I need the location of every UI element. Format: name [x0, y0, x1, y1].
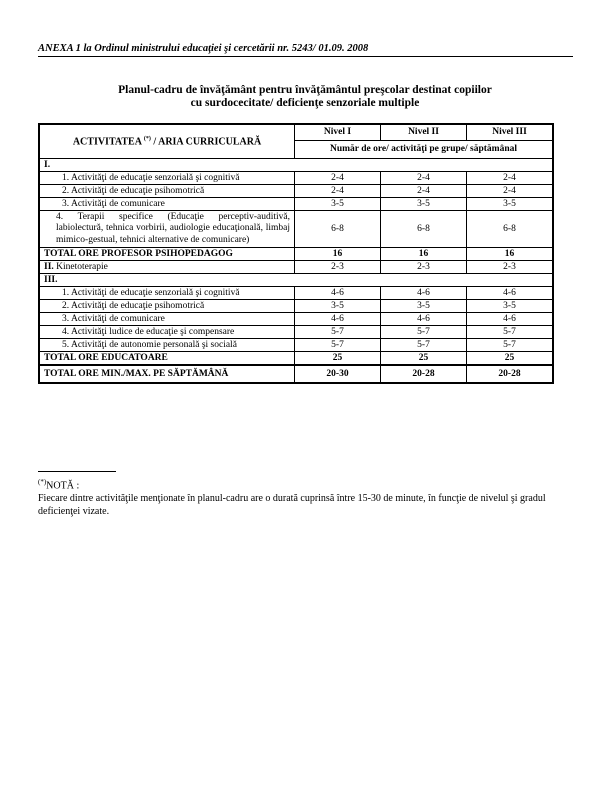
row-value: 2-4 — [381, 171, 467, 184]
document-title — [60, 84, 550, 110]
table-row — [39, 184, 553, 197]
row-value: 6-8 — [467, 210, 554, 248]
title-line-2: cu surdocecitate/ deficienţe senzoriale multiple — [190, 97, 420, 109]
activity-header — [39, 124, 295, 158]
footnote-text: Fiecare dintre activităţile menţionate în planul-cadru are o durată cuprinsă între 15-30 de minute, în funcţie de nivelul şi gradul deficienţei vizate. — [38, 493, 546, 517]
total-label: TOTAL ORE PROFESOR PSIHOPEDAGOG — [39, 248, 295, 261]
activity-header-text: ACTIVITATEA — [72, 135, 142, 147]
level-2-header: Nivel II — [381, 124, 467, 140]
row-value: 3-5 — [467, 300, 554, 313]
row-value: 5-7 — [381, 326, 467, 339]
row-value: 4-6 — [467, 287, 554, 300]
curriculum-table — [38, 123, 554, 384]
footnote-title-text: NOTĂ : — [46, 480, 80, 492]
row-label — [39, 261, 295, 274]
row-value: 2-3 — [467, 261, 554, 274]
grand-total-value: 20-30 — [295, 365, 381, 383]
row-value: 2-4 — [295, 184, 381, 197]
row-value: 2-4 — [467, 171, 554, 184]
row-value: 2-4 — [295, 171, 381, 184]
total-row — [39, 248, 553, 261]
table-row — [39, 300, 553, 313]
table-row — [39, 339, 553, 352]
row-value: 2-4 — [467, 184, 554, 197]
grand-total-value: 20-28 — [381, 365, 467, 383]
footnote-divider — [38, 471, 116, 472]
row-value: 4-6 — [381, 287, 467, 300]
table-row — [39, 326, 553, 339]
row-label: 2. Activităţi de educaţie psihomotrică — [39, 300, 295, 313]
row-value: 5-7 — [381, 339, 467, 352]
row-label: 4. Terapii specifice (Educaţie perceptiv-auditivă, labiolectură, tehnica vorbirii, audiologie educaţională, limbaj mimico-gestual, tehnici alternative de comunicare) — [39, 210, 295, 248]
grand-total-row — [39, 365, 553, 383]
footnote-title — [38, 478, 79, 491]
title-line-1: Planul-cadru de învăţământ pentru învăţământul preşcolar destinat copiilor — [118, 84, 492, 96]
row-value: 4-6 — [295, 313, 381, 326]
level-3-header: Nivel III — [467, 124, 554, 140]
table-row — [39, 171, 553, 184]
table-row — [39, 287, 553, 300]
table-row — [39, 210, 553, 248]
section-2-text: Kinetoterapie — [56, 262, 108, 272]
row-value: 5-7 — [467, 339, 554, 352]
row-label: 4. Activităţi ludice de educaţie şi compensare — [39, 326, 295, 339]
row-value: 3-5 — [295, 300, 381, 313]
table-row — [39, 313, 553, 326]
total-value: 25 — [295, 352, 381, 366]
row-value: 2-3 — [381, 261, 467, 274]
total-row — [39, 352, 553, 366]
total-value: 16 — [295, 248, 381, 261]
area-header-text: / ARIA CURRICULARĂ — [153, 135, 262, 147]
footnote-sup: (*) — [38, 478, 47, 486]
row-value: 3-5 — [295, 197, 381, 210]
row-label: 3. Activităţi de comunicare — [39, 197, 295, 210]
grand-total-value: 20-28 — [467, 365, 554, 383]
table-row — [39, 197, 553, 210]
document-header: ANEXA 1 la Ordinul ministrului educaţiei şi cercetării nr. 5243/ 01.09. 2008 — [38, 43, 573, 57]
level-1-header: Nivel I — [295, 124, 381, 140]
row-label: 1. Activităţi de educaţie senzorială şi cognitivă — [39, 287, 295, 300]
grand-total-label: TOTAL ORE MIN./MAX. PE SĂPTĂMÂNĂ — [39, 365, 295, 383]
row-value: 4-6 — [381, 313, 467, 326]
row-label: 3. Activităţi de comunicare — [39, 313, 295, 326]
total-value: 25 — [467, 352, 554, 366]
table-row — [39, 261, 553, 274]
row-value: 3-5 — [381, 300, 467, 313]
row-value: 2-4 — [381, 184, 467, 197]
total-value: 16 — [467, 248, 554, 261]
row-value: 2-3 — [295, 261, 381, 274]
total-value: 16 — [381, 248, 467, 261]
row-value: 3-5 — [381, 197, 467, 210]
section-2-label: II. — [44, 262, 54, 272]
row-value: 5-7 — [295, 326, 381, 339]
section-3-label: III. — [39, 274, 553, 287]
hours-subheader: Număr de ore/ activităţi pe grupe/ săptămânal — [295, 140, 554, 158]
row-value: 4-6 — [467, 313, 554, 326]
row-value: 3-5 — [467, 197, 554, 210]
row-value: 4-6 — [295, 287, 381, 300]
total-label: TOTAL ORE EDUCATOARE — [39, 352, 295, 366]
row-label: 5. Activităţi de autonomie personală şi socială — [39, 339, 295, 352]
row-value: 6-8 — [381, 210, 467, 248]
row-value: 6-8 — [295, 210, 381, 248]
row-value: 5-7 — [467, 326, 554, 339]
row-label: 2. Activităţi de educaţie psihomotrică — [39, 184, 295, 197]
row-label: 1. Activităţi de educaţie senzorială şi cognitivă — [39, 171, 295, 184]
row-value: 5-7 — [295, 339, 381, 352]
section-1-label: I. — [39, 158, 553, 171]
activity-header-sup: (*) — [143, 135, 151, 142]
total-value: 25 — [381, 352, 467, 366]
